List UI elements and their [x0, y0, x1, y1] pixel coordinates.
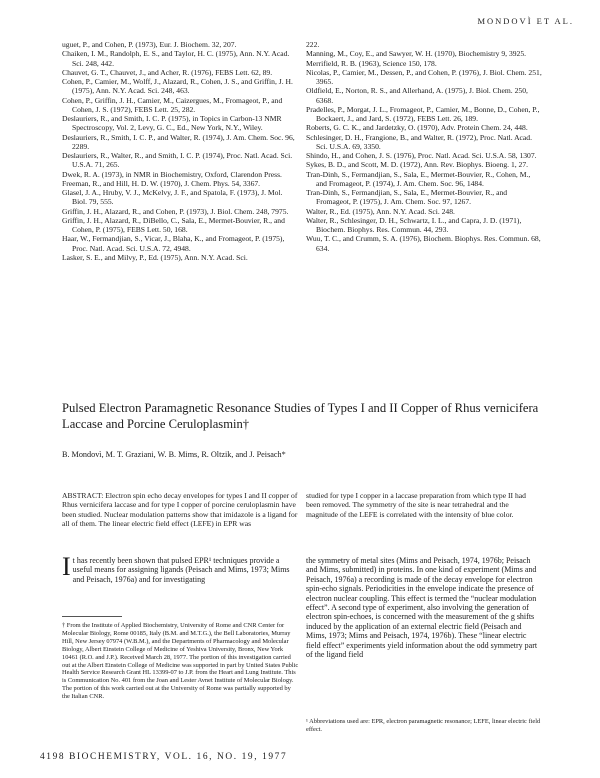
reference-entry: Freeman, R., and Hill, H. D. W. (1970), J. Chem. Phys. 54, 3367. [62, 178, 261, 188]
reference-entry: Manning, M., Coy, E., and Sawyer, W. H. (1970), Biochemistry 9, 3925. [306, 49, 527, 59]
reference-entry: Chauvet, G. T., Chauvet, J., and Acher, R. (1976), FEBS Lett. 62, 89. [62, 67, 273, 77]
abbreviations-footnote: ¹ Abbreviations used are: EPR, electron paramagnetic resonance; LEFE, linear electric field effect. [306, 718, 541, 733]
abstract-right: studied for type I copper in a laccase preparation from which type II had been removed. The symmetry of the site is near tetrahedral and the magnitude of the LEFE is correlated with the intensity of blue color. [306, 491, 526, 519]
body-text-right: the symmetry of metal sites (Mims and Peisach, 1974, 1976b; Peisach and Mims, submitted) in proteins. In one kind of experiment (Mims and Peisach, 1976a) a recording is made of the decay envelope for electron spin-echo signals. Periodicities in the envelope indicate the presence of electron nuclear coupling. This effect is termed the “nuclear modulation effect”. A second type of experiment, also involving the generation of electron spin-echoes, is concerned with the measurement of the g shifts induced by the application of an external electric field (Peisach and Mims, 1973; Mims and Peisach, 1974, 1976b). These “linear electric field effect” experiments yield information about the odd symmetry part of the ligand field [306, 556, 538, 660]
reference-entry: Lasker, S. E., and Milvy, P., Ed. (1975), Ann. N.Y. Acad. Sci. [62, 252, 248, 262]
reference-entry: Pradelles, P., Morgat, J. L., Fromageot, P., Camier, M., Bonne, D., Cohen, P., Bockaert, J., and Jard, S. (1972), FEBS Lett. 26, 189. [306, 104, 540, 123]
reference-entry: Walter, R., Ed. (1975), Ann. N.Y. Acad. Sci. 248. [306, 206, 455, 216]
reference-entry: uguet, P., and Cohen, P. (1973), Eur. J. Biochem. 32, 207. [62, 40, 237, 49]
reference-entry: Deslauriers, R., and Smith, I. C. P. (1975), in Topics in Carbon-13 NMR Spectroscopy, Vol. 2, Levy, G. C., Ed., New York, N.Y., Wiley. [62, 114, 282, 133]
article-authors: B. Mondovì, M. T. Graziani, W. B. Mims, R. Oltzik, and J. Peisach* [62, 450, 286, 459]
footnote-rule [62, 616, 122, 617]
abstract-left: ABSTRACT: Electron spin echo decay envelopes for types I and II copper of Rhus vernicifera laccase and for type I copper of porcine ceruloplasmin have been studied. Nuclear modulation patterns show that imidazole is a ligand for all of them. The linear electric field effect (LEFE) in EPR was [62, 491, 298, 528]
running-head: MONDOVÌ ET AL. [477, 16, 574, 26]
page-footer: 4198 BIOCHEMISTRY, VOL. 16, NO. 19, 1977 [40, 752, 288, 762]
reference-entry: Dwek, R. A. (1973), in NMR in Biochemistry, Oxford, Clarendon Press. [62, 169, 282, 179]
reference-entry: Tran-Dinh, S., Fermandjian, S., Sala, E., Mermet-Bouvier, R., and Fromageot, P. (1975), J. Am. Chem. Soc. 97, 1267. [306, 188, 508, 207]
reference-entry: Roberts, G. C. K., and Jardetzky, O. (1970), Adv. Protein Chem. 24, 448. [306, 123, 528, 133]
body-text-left [62, 552, 300, 584]
affiliation-footnote: † From the Institute of Applied Biochemistry, University of Rome and CNR Center for Molecular Biology, Rome 00185, Italy (B.M. and M.T.G.), the Bell Laboratories, Murray Hill, New Jersey 07974 (W.B.M.), and the Departments of Pharmacology and Molecular Biology, Albert Einstein College of Medicine of Yeshiva University, Bronx, New York 10461 (R.O. and J.P.). Received March 28, 1977. The portion of this investigation carried out at the Albert Einstein College of Medicine was supported in part by United States Public Health Service Research Grant HL 13399-07 to J.P. from the Heart and Lung Institute. This is Communication No. 401 from the Joan and Lester Avnet Institute of Molecular Biology. The portion of this work carried out at the University of Rome was partially supported by the Italian CNR. [62, 622, 299, 701]
reference-entry: Cohen, P., Camier, M., Wolff, J., Alazard, R., Cohen, J. S., and Griffin, J. H. (1975), Ann. N.Y. Acad. Sci. 248, 463. [62, 77, 293, 96]
reference-entry: Sykes, B. D., and Scott, M. D. (1972), Ann. Rev. Biophys. Bioeng. 1, 27. [306, 160, 529, 170]
reference-entry: Tran-Dinh, S., Fermandjian, S., Sala, E., Mermet-Bouvier, R., Cohen, M., and Fromageot, P. (1974), J. Am. Chem. Soc. 96, 1484. [306, 169, 531, 188]
article-title: Pulsed Electron Paramagnetic Resonance Studies of Types I and II Copper of Rhus vernicifera Laccase and Porcine Ceruloplasmin† [62, 401, 539, 431]
reference-entry: Nicolas, P., Camier, M., Dessen, P., and Cohen, P. (1976), J. Biol. Chem. 251, 3965. [306, 67, 542, 86]
reference-entry: Deslauriers, R., Smith, I. C. P., and Walter, R. (1974), J. Am. Chem. Soc. 96, 2289. [62, 132, 295, 151]
reference-entry: Wuu, T. C., and Crumm, S. A. (1976), Biochem. Biophys. Res. Commun. 68, 634. [306, 234, 541, 253]
reference-entry: Griffin, J. H., Alazard, R., and Cohen, P. (1973), J. Biol. Chem. 248, 7975. [62, 206, 289, 216]
reference-entry: Cohen, P., Griffin, J. H., Camier, M., Caizergues, M., Fromageot, P., and Cohen, J. S. (1972), FEBS Lett. 25, 282. [62, 95, 283, 114]
reference-entry: 222. [306, 40, 320, 49]
reference-entry: Shindo, H., and Cohen, J. S. (1976), Proc. Natl. Acad. Sci. U.S.A. 58, 1307. [306, 151, 537, 160]
reference-entry: Haar, W., Fermandjian, S., Vicar, J., Blaha, K., and Fromageot, P. (1975), Proc. Natl. Acad. Sci. U.S.A. 72, 4948. [62, 234, 285, 253]
reference-entry: Schlesinger, D. H., Frangione, B., and Walter, R. (1972), Proc. Natl. Acad. Sci. U.S.A. 69, 3350. [306, 132, 532, 151]
reference-entry: Oldfield, E., Norton, R. S., and Allerhand, A. (1975), J. Biol. Chem. 250, 6368. [306, 86, 528, 105]
reference-entry: Walter, R., Schlesinger, D. H., Schwartz, I. L., and Capra, J. D. (1971), Biochem. Biophys. Res. Commun. 44, 293. [306, 215, 522, 234]
reference-entry: Glasel, J. A., Hruby, V. J., McKelvy, J. F., and Spatola, F. (1973), J. Mol. Biol. 79, 555. [62, 188, 283, 207]
reference-entry: Merrifield, R. B. (1963), Science 150, 178. [306, 58, 437, 68]
reference-entry: Chaiken, I. M., Randolph, E. S., and Taylor, H. C. (1975), Ann. N.Y. Acad. Sci. 248, 442. [62, 49, 290, 68]
body-text-left-content: t has recently been shown that pulsed EPR¹ techniques provide a useful means for assigning ligands (Peisach and Mims, 1973; Mims and Peisach, 1976a) and for investigating [72, 556, 290, 584]
drop-cap: I [62, 552, 71, 581]
references-right-column [306, 40, 542, 253]
references-left-column [62, 40, 298, 262]
reference-entry: Griffin, J. H., Alazard, R., DiBello, C., Sala, E., Mermet-Bouvier, R., and Cohen, P. (1975), FEBS Lett. 50, 168. [62, 215, 285, 234]
reference-entry: Deslauriers, R., Walter, R., and Smith, I. C. P. (1974), Proc. Natl. Acad. Sci. U.S.A. 71, 265. [62, 151, 293, 170]
